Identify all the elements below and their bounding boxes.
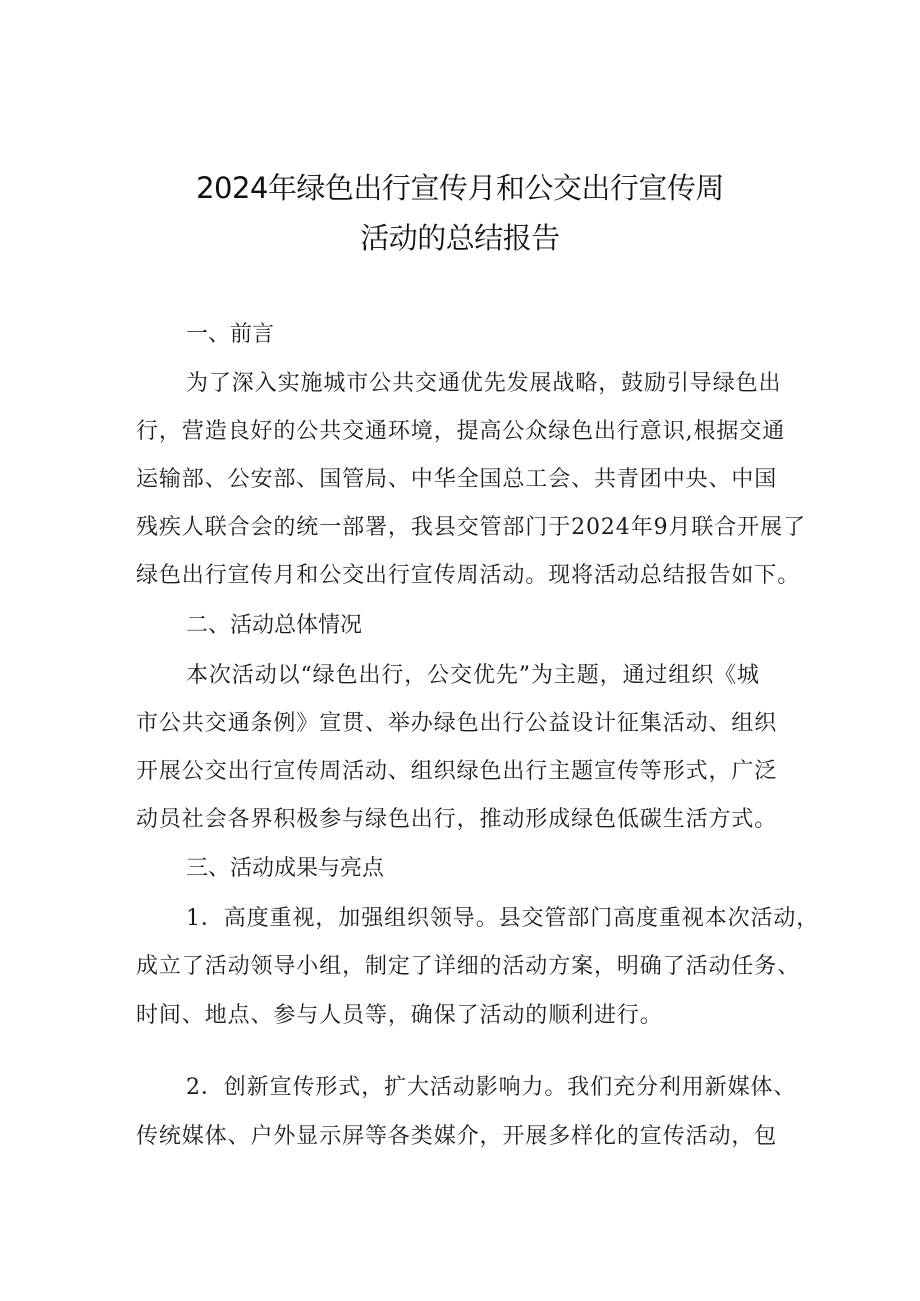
paragraph-line: 本次活动以“绿色出行，公交优先”为主题，通过组织《城 xyxy=(186,663,760,688)
section-heading-results: 三、活动成果与亮点 xyxy=(186,856,385,881)
document-title-line-1: 2024年绿色出行宣传月和公交出行宣传周 xyxy=(196,171,724,205)
paragraph-line: 时间、地点、参与人员等，确保了活动的顺利进行。 xyxy=(136,1003,663,1028)
paragraph-line: 传统媒体、户外显示屏等各类媒介，开展多样化的宣传活动，包 xyxy=(136,1124,778,1149)
paragraph-line: 市公共交通条例》宣贯、举办绿色出行公益设计征集活动、组织 xyxy=(136,711,778,736)
paragraph-line: 绿色出行宣传月和公交出行宣传周活动。现将活动总结报告如下。 xyxy=(136,563,801,588)
section-heading-overview: 二、活动总体情况 xyxy=(186,613,363,638)
paragraph-line: 残疾人联合会的统一部署，我县交管部门于2024年9月联合开展了 xyxy=(136,515,806,540)
paragraph-line: 行，营造良好的公共交通环境，提高公众绿色出行意识,根据交通 xyxy=(136,419,786,444)
paragraph-line: 为了深入实施城市公共交通优先发展战略，鼓励引导绿色出 xyxy=(186,371,782,396)
paragraph-line: 运输部、公安部、国管局、中华全国总工会、共青团中央、中国 xyxy=(136,467,778,492)
paragraph-line: 动员社会各界积极参与绿色出行，推动形成绿色低碳生活方式。 xyxy=(136,807,778,832)
paragraph-line: 开展公交出行宣传周活动、组织绿色出行主题宣传等形式，广泛 xyxy=(136,759,778,784)
section-heading-preface: 一、前言 xyxy=(186,322,275,347)
paragraph-line: 2．创新宣传形式，扩大活动影响力。我们充分利用新媒体、 xyxy=(186,1075,797,1100)
paragraph-line: 成立了活动领导小组，制定了详细的活动方案，明确了活动任务、 xyxy=(136,954,801,979)
document-title-line-2: 活动的总结报告 xyxy=(360,221,560,255)
paragraph-line: 1．高度重视，加强组织领导。县交管部门高度重视本次活动， xyxy=(186,906,820,931)
